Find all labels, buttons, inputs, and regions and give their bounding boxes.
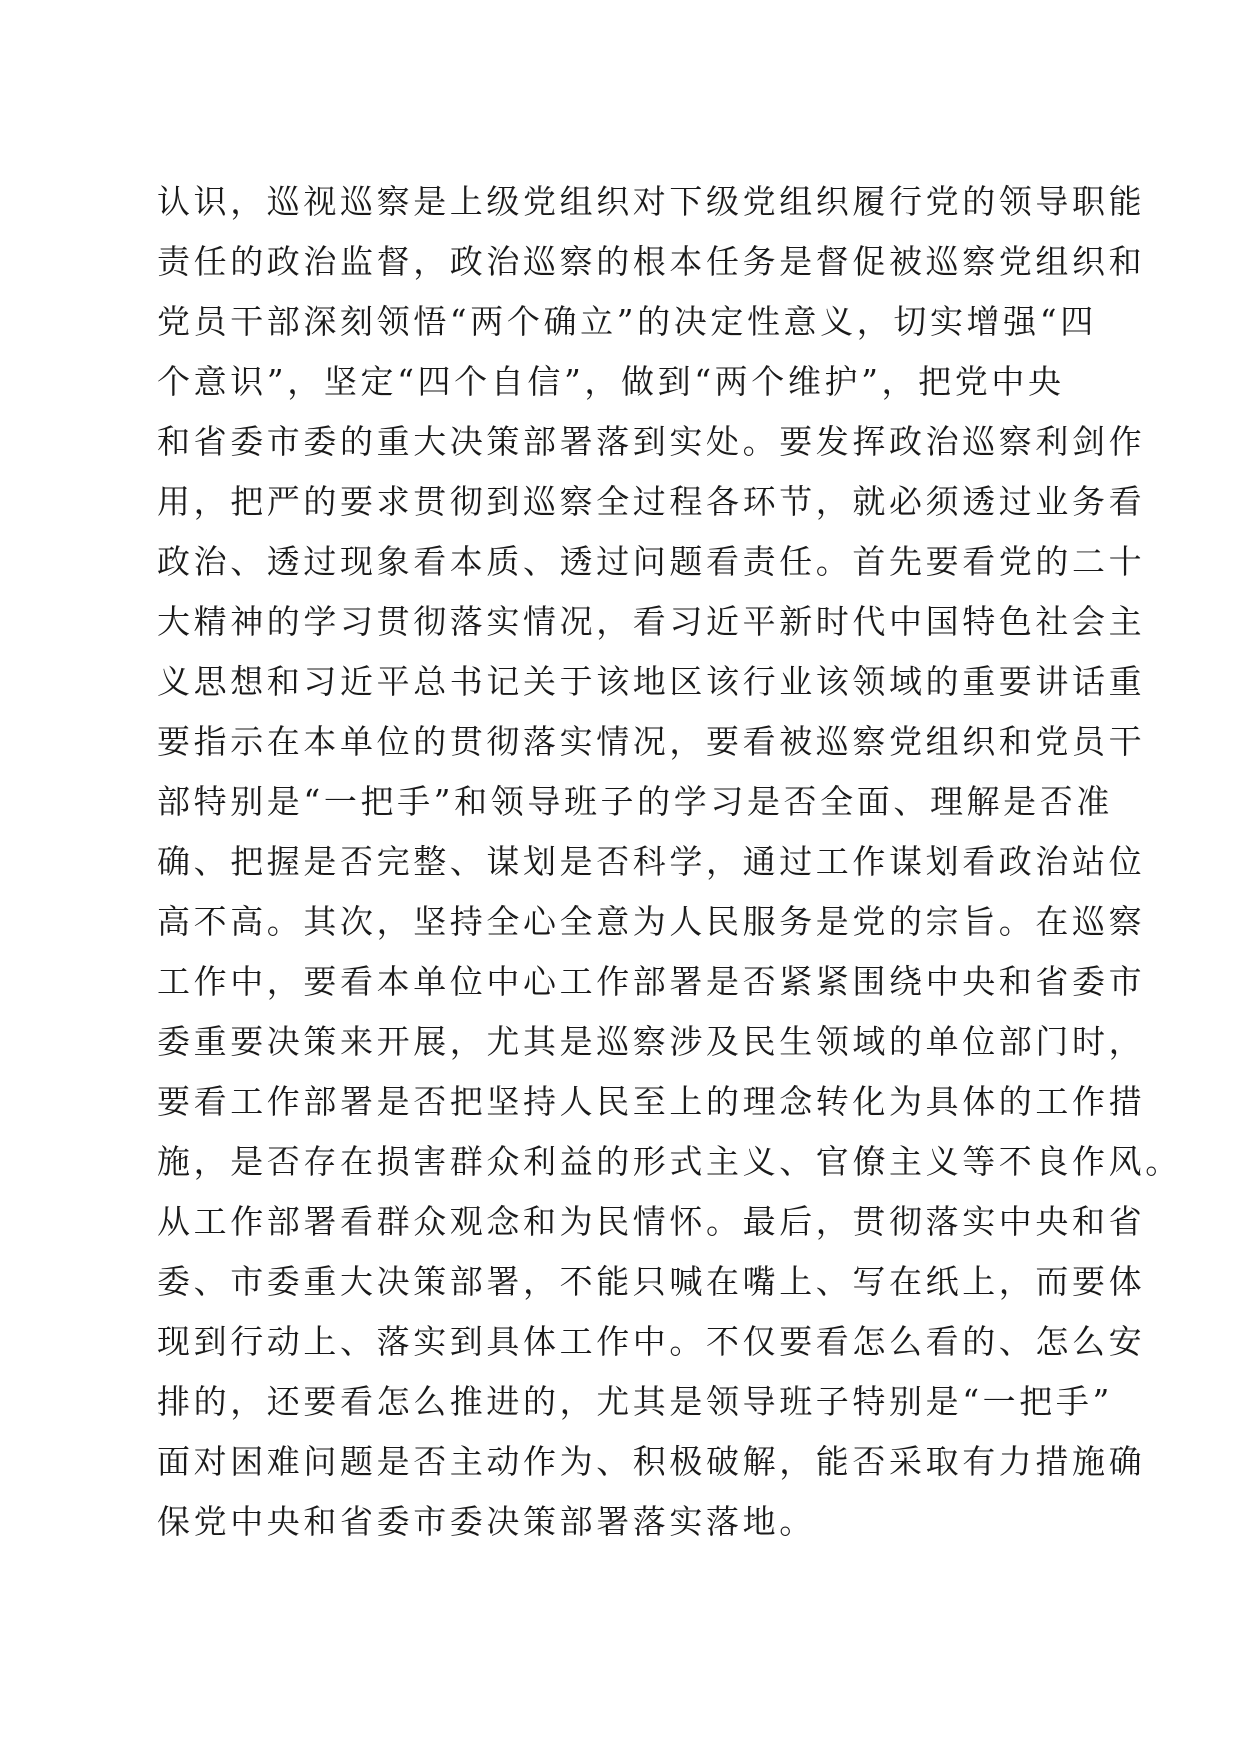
text-line: 保党中央和省委市委决策部署落实落地。 xyxy=(157,1502,816,1541)
text-line: 施，是否存在损害群众利益的形式主义、官僚主义等不良作风。 xyxy=(157,1142,1182,1181)
body-paragraph xyxy=(157,172,1182,1552)
text-line: 要指示在本单位的贯彻落实情况，要看被巡察党组织和党员干 xyxy=(157,722,1146,761)
text-line: 高不高。其次，坚持全心全意为人民服务是党的宗旨。在巡察 xyxy=(157,902,1146,941)
text-line: 委、市委重大决策部署，不能只喊在嘴上、写在纸上，而要体 xyxy=(157,1262,1146,1301)
text-line: 党员干部深刻领悟“两个确立”的决定性意义，切实增强“四 xyxy=(157,302,1097,341)
text-line: 政治、透过现象看本质、透过问题看责任。首先要看党的二十 xyxy=(157,542,1146,581)
text-line: 部特别是“一把手”和领导班子的学习是否全面、理解是否准 xyxy=(157,782,1113,821)
text-line: 和省委市委的重大决策部署落到实处。要发挥政治巡察利剑作 xyxy=(157,422,1146,461)
text-line: 现到行动上、落实到具体工作中。不仅要看怎么看的、怎么安 xyxy=(157,1322,1146,1361)
text-line: 义思想和习近平总书记关于该地区该行业该领域的重要讲话重 xyxy=(157,662,1146,701)
text-line: 确、把握是否完整、谋划是否科学，通过工作谋划看政治站位 xyxy=(157,842,1146,881)
text-line: 委重要决策来开展，尤其是巡察涉及民生领域的单位部门时， xyxy=(157,1022,1146,1061)
text-line: 工作中，要看本单位中心工作部署是否紧紧围绕中央和省委市 xyxy=(157,962,1146,1001)
text-line: 面对困难问题是否主动作为、积极破解，能否采取有力措施确 xyxy=(157,1442,1146,1481)
text-line: 责任的政治监督，政治巡察的根本任务是督促被巡察党组织和 xyxy=(157,242,1146,281)
text-line: 要看工作部署是否把坚持人民至上的理念转化为具体的工作措 xyxy=(157,1082,1146,1121)
text-line: 从工作部署看群众观念和为民情怀。最后，贯彻落实中央和省 xyxy=(157,1202,1146,1241)
text-line: 用，把严的要求贯彻到巡察全过程各环节，就必须透过业务看 xyxy=(157,482,1146,521)
text-line: 认识，巡视巡察是上级党组织对下级党组织履行党的领导职能 xyxy=(157,182,1146,221)
text-line: 排的，还要看怎么推进的，尤其是领导班子特别是“一把手” xyxy=(157,1382,1113,1421)
text-line: 大精神的学习贯彻落实情况，看习近平新时代中国特色社会主 xyxy=(157,602,1146,641)
text-line: 个意识”，坚定“四个自信”，做到“两个维护”，把党中央 xyxy=(157,362,1065,401)
